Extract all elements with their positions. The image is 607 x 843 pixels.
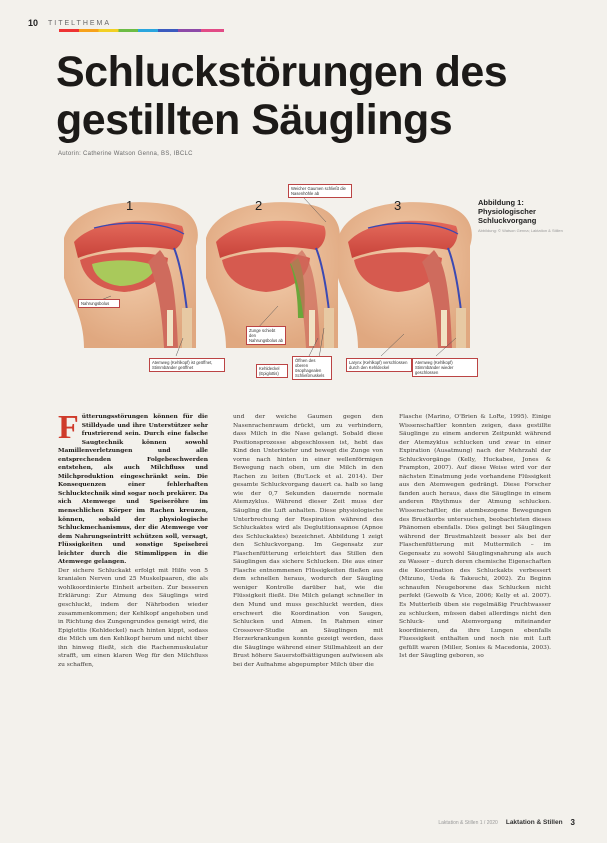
column-3 <box>399 413 551 661</box>
label-epiglottis-fold: Kehldeckel (Epiglottis) <box>256 364 288 378</box>
column-1 <box>58 409 208 669</box>
caption-credit: Abbildung: © Watson Genna; Laktation & Stillen <box>478 228 563 233</box>
column-3-text: Flasche (Marino, O'Brien & LoRe, 1995). Einige Wissenschaftler konnten zeigen, dass gestillte Säuglinge zu einem anderen Zeitpunkt während der Atemzyklus schlucken und zwar in einer Expiration (Ausatmung) nach der Mehrzahl der Schluckvorgänge (Kelly, Huckabee, Jones & Frampton, 2007). Auf diese Weise wird vor der nächsten Einatmung jede vorhandene Flüssigkeit aus den Atemwegen gedrängt. Diese Forscher fanden auch heraus, dass die Säuglinge in einem anderen Rhythmus der Atmung schlucken. Wissenschaftler, die atembezogene Bewegungen des Brustkorbs untersuchen, beobachteten dieses Phänomen ebenfalls. Dies gelingt bei Säuglingen während der Brustmahlzeit besser als bei der Flaschenfütterung mit Muttermilch – im Gegensatz zu sowohl Säuglingsnahrung als auch zu Wasser – durch deren chemische Eigenschaften die Koordination des Schluckakts verbessert (Mizuno, Ueda & Takeuchi, 2002). Zu Beginn schnaufen Neugeborene das Schlucken nicht perfekt (Gewolb & Vice, 2006; Kelly et al. 2007). Es Mutterleib üben sie regelmäßig Fruchtwasser zu schlucken, müssen dabei allerdings nicht den Schluck- und Atemvorgang miteinander koordinieren, da ihre Lungen ebenfalls Fluessigkeit enthalten und noch nie mit Luft gefüllt waren (Miller, Sonies & Macedonia, 2003). Ist der Säugling geboren, so <box>399 414 551 660</box>
footer-page-number: 3 <box>570 818 575 827</box>
running-header <box>28 16 111 30</box>
footer-issue: Laktation & Stillen 1 / 2020 <box>438 819 498 826</box>
drop-cap: F <box>58 409 79 446</box>
footer-magazine: Laktation & Stillen <box>505 819 563 826</box>
panel-number-2: 2 <box>255 198 263 213</box>
panel-number-3: 3 <box>394 198 402 213</box>
color-bar <box>59 29 224 32</box>
header-page-number: 10 <box>28 18 39 28</box>
column-1-body: Der sichere Schluckakt erfolgt mit Hilfe von 5 kranialen Nerven und 25 Muskelpaaren, die als wohlkoordinierte Einheit arbeiten. Zur besseren Erklärung: Zur Atmung des Säuglings wird geschluckt, indem der Nährboden wieder zusammenkommen; der Kehlkopf angehoben und in Richtung des Zungengrundes geneigt wird, die Epiglottis (Kehldeckel) nach hinten kippt, sodass die Milch um den Kehlkopf herum und nicht über ihn hinweg fließt, sich die Rachenmuskulatur strafft, um einen klaren Weg für den Milchfluss zu schaffen, <box>58 567 208 668</box>
caption-line-3: Schluckvorgang <box>478 216 537 225</box>
panel-1 <box>64 202 198 348</box>
title-line-1: Schluckstörungen des <box>56 48 508 96</box>
panel-number-1: 1 <box>126 198 134 213</box>
article-title <box>56 48 576 144</box>
caption-line-2: Physiologischer <box>478 207 536 216</box>
label-airway-open-1: Atemweg (Kehlkopf) ist geöffnet, Stimmbänder geöffnet <box>149 358 225 372</box>
lead-text: ütterungsstörungen können für die Stilldyade und ihre Unterstützer sehr frustrierend sein. Durch eine falsche Saugtechnik können sowohl Mamillenverletzungen und alle entsprechenden Folgebeschwerden entstehen, als auch Milchfluss und Milchproduktion eingeschränkt sein. Die Konsequenzen einer fehlerhaften Schlucktechnik sind sogar noch prekärer. Da sich Atemwege und Speiseröhre im menschlichen Körper im Rachen kreuzen, können, sobald der physiologische Schluckmechanismus, der die Atemwege vor dem Nahrungseintritt schützen soll, versagt, Flüssigkeiten und sonstige Speisebrei leichter durch die Stimmlippen in die Atemwege gelangen. <box>58 413 208 566</box>
caption-line-1: Abbildung 1: <box>478 198 524 207</box>
column-2 <box>233 413 383 669</box>
title-line-2: gestillten Säuglings <box>56 96 453 144</box>
anatomy-figure <box>56 178 480 400</box>
column-2-text: und der weiche Gaumen gegen den Nasenrachenraum drückt, um zu verhindern, dass Milch in die Nase gelangt. Sobald diese Positionsprozesse abgeschlossen ist, hebt das Kind den Unterkiefer und bewegt die Zunge von vorne nach hinten in einer wellenförmigen Bewegung nach oben, um die Milch in den Rachen zu leiten (Bu'Lock et al. 2014). Der gesamte Schluckvorgang dauert ca. halb so lang wie der 0,7 Sekunden dauernde normale Atemzyklus. Während dieser Zeit muss der Säugling die Luft anhalten. Diese physiologische Unterbrechung der Respiration während des Schluckaktes wird als Deglutitionsapnoe (Apnoe des Schluckaktes) bezeichnet. Abbildung 1 zeigt den Schluckvorgang. Im Gegensatz zur Flaschenfütterung erleichtert das Stillen den Säuglingen das sichere Schlucken. Die aus einer Flasche entnommenen Flüssigkeiten fließen aus dem schnellen heraus, wodurch der Säugling weniger Kontrolle darüber hat, wie die Flüssigkeit fließt. Die Milch gelangt schneller in den Mund und muss geschluckt werden, dies erschwert die Koordination von Saugen, Schlucken und Atmen. In Rahmen einer Crossover-Studie an Säuglingen mit Herzerkrankungen konnte gezeigt werden, dass die Säuglinge während einer Stillmahlzeit an der Brust höhere Sauerstoffsättigungen aufwiesen als bei der Aufnahme abgepumpter Milch über die <box>233 414 383 668</box>
label-soft-palate: Weicher Gaumen schließt die Nasenhöhle ab <box>288 184 352 198</box>
header-section: TITELTHEMA <box>48 19 112 27</box>
lead-paragraph <box>58 409 208 567</box>
label-epiglottis: Zunge schiebt den Nahrungsbolus ab <box>246 326 286 345</box>
panel-3 <box>338 202 472 348</box>
label-airway-closed: Larynx (Kehlkopf) verschlossen durch den Kehldeckel <box>346 358 412 372</box>
figure-caption <box>478 198 578 233</box>
label-tongue: Nahrungsbolus <box>78 299 120 308</box>
label-esophagus-open: Öffnen des oberen ösophagealen Schließmuskels <box>292 356 332 380</box>
author-line: Autorin: Catherine Watson Genna, BS, IBCLC <box>58 151 193 157</box>
page-footer <box>438 818 575 827</box>
label-airway-open-3: Atemweg (Kehlkopf) Stimmbänder wieder geschlossen <box>412 358 478 377</box>
